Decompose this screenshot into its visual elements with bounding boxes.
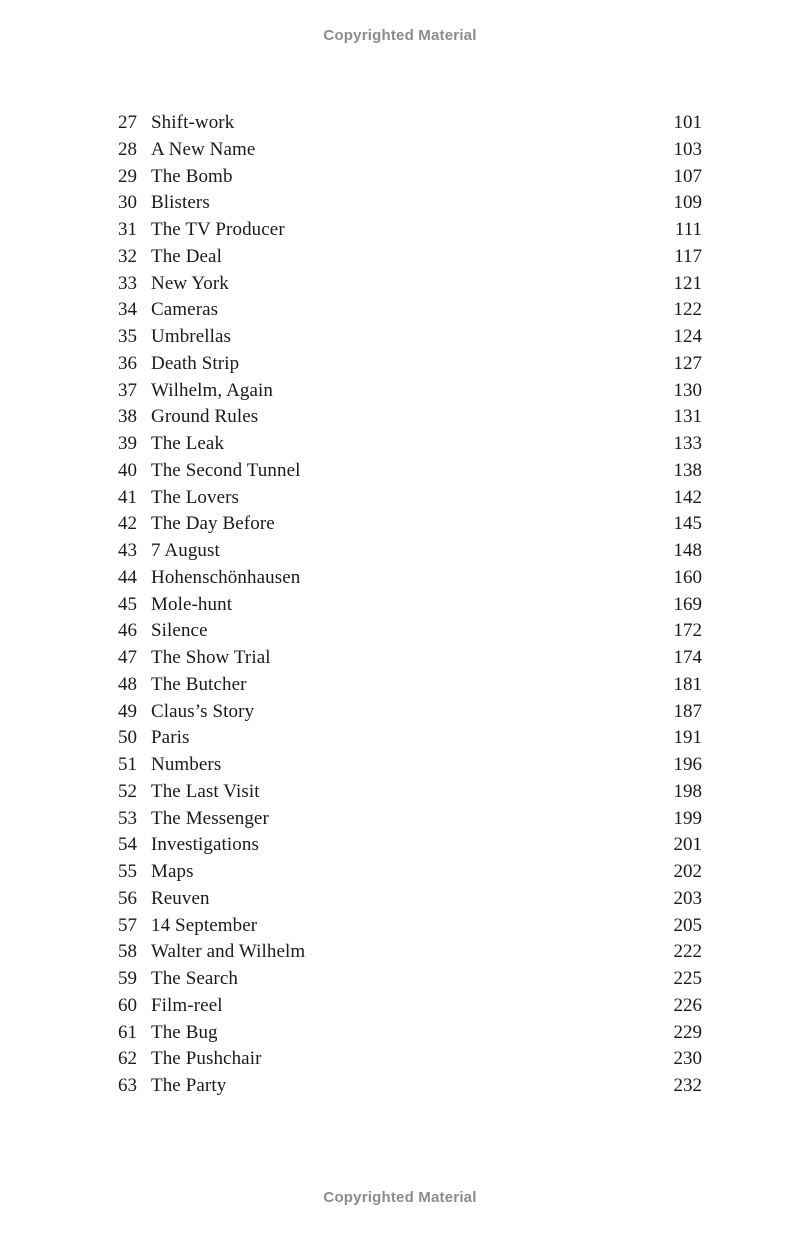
chapter-page-number: 145 (673, 513, 702, 535)
chapter-title: Silence (151, 620, 208, 642)
toc-entry (118, 244, 702, 271)
toc-entry (118, 618, 702, 645)
chapter-page-number: 222 (673, 941, 702, 963)
toc-entry (118, 297, 702, 324)
chapter-page-number: 230 (673, 1048, 702, 1070)
toc-entry (118, 993, 702, 1020)
toc-entry (118, 672, 702, 699)
chapter-number: 48 (118, 673, 137, 695)
chapter-title: The Second Tunnel (151, 459, 301, 481)
toc-entry (118, 565, 702, 592)
chapter-page-number: 121 (673, 272, 702, 294)
chapter-page-number: 133 (673, 433, 702, 454)
toc-entry (118, 1046, 702, 1073)
chapter-number: 42 (118, 513, 137, 535)
chapter-page-number: 109 (673, 192, 702, 214)
chapter-number: 36 (118, 352, 137, 374)
chapter-page-number: 124 (673, 326, 702, 347)
chapter-title: The Last Visit (151, 780, 260, 802)
chapter-number: 32 (118, 245, 137, 267)
toc-entry (118, 913, 702, 940)
chapter-title: The Leak (151, 433, 225, 454)
chapter-number: 30 (118, 192, 137, 214)
chapter-title: A New Name (151, 138, 256, 160)
chapter-number: 53 (118, 807, 137, 829)
chapter-number: 35 (118, 326, 137, 347)
chapter-page-number: 103 (673, 138, 702, 160)
chapter-title: Hohenschönhausen (151, 566, 301, 588)
toc-entry (118, 592, 702, 619)
toc-entry (118, 699, 702, 726)
chapter-page-number: 187 (673, 700, 702, 722)
toc-entry (118, 806, 702, 833)
chapter-number: 57 (118, 914, 137, 936)
chapter-title: The Bug (151, 1021, 218, 1043)
chapter-page-number: 130 (673, 379, 702, 401)
chapter-title: The Pushchair (151, 1048, 262, 1070)
toc-entry (118, 190, 702, 217)
chapter-page-number: 191 (673, 727, 702, 749)
chapter-page-number: 138 (673, 459, 702, 481)
chapter-title: The Messenger (151, 807, 269, 829)
chapter-title: Maps (151, 861, 194, 882)
chapter-number: 60 (118, 994, 137, 1016)
toc-entry (118, 966, 702, 993)
chapter-number: 34 (118, 299, 137, 321)
chapter-title: Umbrellas (151, 326, 232, 347)
chapter-title: The Day Before (151, 513, 275, 535)
copyright-watermark-bottom: Copyrighted Material (323, 1189, 477, 1206)
chapter-title: Reuven (151, 887, 210, 909)
chapter-title: Walter and Wilhelm (151, 941, 306, 963)
toc-entry (118, 779, 702, 806)
chapter-number: 43 (118, 540, 137, 561)
toc-entry (118, 431, 702, 458)
chapter-title: Death Strip (151, 352, 240, 374)
chapter-number: 28 (118, 138, 137, 160)
chapter-number: 51 (118, 754, 137, 775)
chapter-number: 62 (118, 1048, 137, 1070)
chapter-title: Cameras (151, 299, 219, 321)
chapter-page-number: 127 (673, 352, 702, 374)
chapter-number: 46 (118, 620, 137, 642)
chapter-number: 41 (118, 486, 137, 508)
chapter-number: 40 (118, 459, 137, 481)
chapter-page-number: 122 (673, 299, 702, 321)
chapter-page-number: 181 (673, 673, 702, 695)
chapter-number: 50 (118, 727, 137, 749)
toc-entry (118, 324, 702, 351)
chapter-title: 14 September (151, 914, 258, 936)
chapter-page-number: 196 (673, 754, 702, 775)
chapter-page-number: 199 (673, 807, 702, 829)
chapter-number: 47 (118, 647, 137, 668)
chapter-number: 56 (118, 887, 137, 909)
toc-entry (118, 110, 702, 137)
chapter-page-number: 174 (673, 647, 702, 668)
chapter-title: Claus’s Story (151, 700, 255, 722)
chapter-number: 38 (118, 406, 137, 428)
chapter-title: New York (151, 272, 229, 294)
chapter-page-number: 172 (673, 620, 702, 642)
chapter-title: Numbers (151, 754, 222, 775)
chapter-number: 54 (118, 834, 137, 856)
chapter-title: The Show Trial (151, 647, 271, 668)
toc-entry (118, 538, 702, 565)
chapter-page-number: 101 (673, 112, 702, 133)
chapter-page-number: 226 (673, 994, 702, 1016)
toc-entry (118, 886, 702, 913)
toc-entry (118, 351, 702, 378)
chapter-number: 27 (118, 112, 137, 133)
toc-entry (118, 485, 702, 512)
chapter-title: 7 August (151, 540, 220, 561)
toc-entry (118, 164, 702, 191)
chapter-number: 63 (118, 1075, 137, 1096)
chapter-title: Film-reel (151, 994, 223, 1016)
toc-entry (118, 832, 702, 859)
toc-entry (118, 859, 702, 886)
chapter-number: 52 (118, 780, 137, 802)
chapter-title: The Party (151, 1075, 227, 1096)
chapter-title: Ground Rules (151, 406, 259, 428)
chapter-page-number: 111 (674, 219, 702, 240)
chapter-page-number: 229 (673, 1021, 702, 1043)
chapter-number: 49 (118, 700, 137, 722)
chapter-page-number: 107 (673, 165, 702, 187)
toc-entry (118, 645, 702, 672)
chapter-number: 37 (118, 379, 137, 401)
toc-entry (118, 511, 702, 538)
chapter-title: The Butcher (151, 673, 247, 695)
chapter-number: 45 (118, 593, 137, 615)
toc-entry (118, 217, 702, 244)
chapter-number: 55 (118, 861, 137, 882)
chapter-title: Blisters (151, 192, 210, 214)
chapter-title: Investigations (151, 834, 259, 856)
chapter-page-number: 198 (673, 780, 702, 802)
chapter-number: 39 (118, 433, 137, 454)
toc-entry (118, 137, 702, 164)
chapter-page-number: 160 (673, 566, 702, 588)
copyright-watermark-top: Copyrighted Material (323, 27, 477, 44)
chapter-page-number: 148 (673, 540, 702, 561)
chapter-page-number: 169 (673, 593, 702, 615)
chapter-title: Wilhelm, Again (151, 379, 274, 401)
chapter-page-number: 131 (673, 406, 702, 428)
toc-entry (118, 1020, 702, 1047)
chapter-page-number: 142 (673, 486, 702, 508)
toc-entry (118, 404, 702, 431)
toc-entry (118, 378, 702, 405)
chapter-page-number: 201 (673, 834, 702, 856)
chapter-title: Paris (151, 727, 190, 749)
chapter-number: 33 (118, 272, 137, 294)
chapter-page-number: 117 (674, 245, 702, 267)
table-of-contents (118, 110, 702, 1100)
toc-entry (118, 1073, 702, 1100)
chapter-number: 44 (118, 566, 137, 588)
chapter-number: 61 (118, 1021, 137, 1043)
chapter-page-number: 202 (673, 861, 702, 882)
toc-entry (118, 725, 702, 752)
chapter-number: 58 (118, 941, 137, 963)
chapter-page-number: 232 (673, 1075, 702, 1096)
chapter-title: The Bomb (151, 165, 233, 187)
toc-entry (118, 752, 702, 779)
chapter-title: Shift-work (151, 112, 235, 133)
chapter-title: Mole-hunt (151, 593, 233, 615)
chapter-title: The Search (151, 968, 238, 989)
toc-entry (118, 271, 702, 298)
chapter-title: The Deal (151, 245, 222, 267)
chapter-title: The Lovers (151, 486, 240, 508)
toc-entry (118, 939, 702, 966)
chapter-number: 31 (118, 219, 137, 240)
chapter-number: 59 (118, 968, 137, 989)
chapter-page-number: 203 (673, 887, 702, 909)
chapter-page-number: 225 (673, 968, 702, 989)
chapter-number: 29 (118, 165, 137, 187)
chapter-page-number: 205 (673, 914, 702, 936)
toc-entry (118, 458, 702, 485)
chapter-title: The TV Producer (151, 219, 285, 240)
